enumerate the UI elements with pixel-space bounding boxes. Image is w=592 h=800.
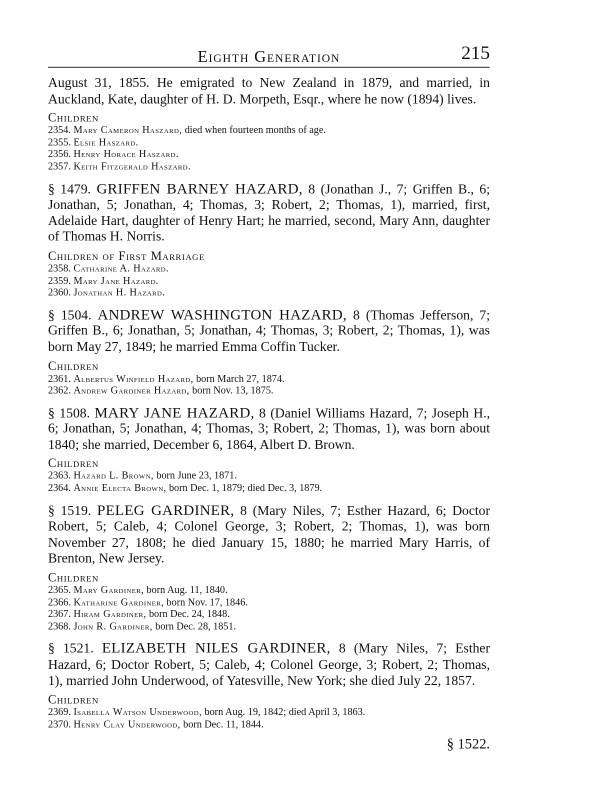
genealogy-entry xyxy=(48,405,490,495)
child-number: 2366. xyxy=(48,597,71,609)
child-note: born Aug. 19, 1842; died April 3, 1863. xyxy=(204,707,366,719)
genealogy-entry xyxy=(48,182,490,300)
intro-section xyxy=(48,75,490,173)
child-name: John R. Gardiner, xyxy=(73,621,153,633)
running-title: Eighth Generation xyxy=(197,47,341,66)
children-label: Children xyxy=(48,110,99,125)
child-entry xyxy=(48,138,490,150)
person-name: ANDREW WASHINGTON HAZARD, xyxy=(97,306,347,323)
child-note: born Dec. 28, 1851. xyxy=(155,621,237,633)
child-entry xyxy=(48,276,490,288)
genealogy-entry xyxy=(48,641,490,731)
child-number: 2357. xyxy=(48,161,71,173)
entry-paragraph xyxy=(48,641,490,689)
entry-text: 8 (Jonathan J., 7; Griffen B., 6; Jonathan, 5; Jonathan, 4; Thomas, 3; Robert, 2; Thomas, 1), married, first, Adelaide Hart, daughter of Henry Hart; he married, second, Mary Ann, daughter of Thomas H. Norris. xyxy=(48,181,491,245)
entry-paragraph xyxy=(48,308,490,356)
child-entry xyxy=(48,707,490,719)
section-number: § 1519. xyxy=(48,503,92,519)
person-name: ELIZABETH NILES GARDINER, xyxy=(101,640,331,657)
child-number: 2365. xyxy=(48,585,71,596)
children-label: Children xyxy=(48,569,99,585)
page-header xyxy=(48,38,490,68)
child-number: 2367. xyxy=(48,609,71,621)
child-entry xyxy=(48,585,490,597)
section-number: § 1508. xyxy=(48,405,90,421)
book-page xyxy=(48,38,490,754)
child-number: 2356. xyxy=(48,149,71,161)
catchword: § 1522. xyxy=(446,737,490,753)
entry-text: 8 (Thomas Jefferson, 7; Griffen B., 6; Jonathan, 5; Jonathan, 4; Thomas, 3; Robert, 2; Thomas, 1), was born May 27, 1849; he married Emma Coffin Tucker. xyxy=(48,307,491,355)
section-number: § 1521. xyxy=(48,641,94,657)
section-number: § 1504. xyxy=(48,307,92,323)
child-name: Hiram Gardiner, xyxy=(73,609,147,621)
child-number: 2363. xyxy=(48,471,71,483)
child-name: Hazard L. Brown, xyxy=(73,471,154,483)
child-note: born Dec. 24, 1848. xyxy=(148,609,230,621)
child-name: Elsie Haszard. xyxy=(73,137,139,149)
child-note: born March 27, 1874. xyxy=(196,373,285,385)
child-name: Mary Gardiner, xyxy=(73,585,145,596)
child-name: Henry Clay Underwood, xyxy=(73,719,181,731)
child-entry xyxy=(48,622,490,634)
page-body xyxy=(48,68,490,754)
child-name: Keith Fitzgerald Haszard. xyxy=(73,161,191,173)
child-name: Catharine A. Hazard. xyxy=(73,263,169,275)
child-number: 2358. xyxy=(48,263,71,275)
child-note: born Dec. 11, 1844. xyxy=(183,719,264,731)
entry-text: 8 (Daniel Williams Hazard, 7; Joseph H., 6; Jonathan, 5; Jonathan, 4; Thomas, 3; Robert, 2; Thomas, 1), was born about 1840; she married, December 6, 1864, Albert D. Brown. xyxy=(48,405,491,453)
entry-paragraph xyxy=(48,182,490,246)
child-entry xyxy=(48,610,490,622)
child-entry xyxy=(48,264,490,276)
child-entry xyxy=(48,288,490,300)
intro-paragraph: August 31, 1855. He emigrated to New Zealand in 1879, and married, in Auckland, Kate, daughter of H. D. Morpeth, Esqr., where he now (1894) lives. xyxy=(48,75,490,107)
child-entry xyxy=(48,162,490,174)
entry-text: 8 (Mary Niles, 7; Esther Hazard, 6; Doctor Robert, 5; Caleb, 4; Colonel George, 3; Robert, 2; Thomas, 1), married John Underwood, of Yatesville, New York; she died July 22, 1857. xyxy=(48,641,491,689)
child-number: 2359. xyxy=(48,275,71,287)
child-entry xyxy=(48,126,490,138)
child-entry xyxy=(48,597,490,609)
person-name: MARY JANE HAZARD, xyxy=(94,404,255,421)
entry-paragraph xyxy=(48,405,490,453)
child-entry xyxy=(48,374,490,386)
child-number: 2361. xyxy=(48,373,71,385)
child-note: born Dec. 1, 1879; died Dec. 3, 1879. xyxy=(168,483,323,495)
child-note: born Nov. 17, 1846. xyxy=(166,597,248,609)
child-note: died when fourteen months of age. xyxy=(184,125,326,137)
person-name: PELEG GARDINER, xyxy=(97,502,235,519)
child-name: Henry Horace Haszard. xyxy=(73,149,179,161)
child-name: Mary Cameron Haszard, xyxy=(73,125,183,137)
child-entry xyxy=(48,720,490,732)
child-note: born Aug. 11, 1840. xyxy=(146,585,228,596)
children-label: Children xyxy=(48,692,99,707)
child-number: 2368. xyxy=(48,621,71,633)
child-name: Isabella Watson Underwood, xyxy=(73,707,202,719)
child-note: born Nov. 13, 1875. xyxy=(192,385,274,397)
child-note: born June 23, 1871. xyxy=(156,471,237,483)
child-name: Albertus Winfield Hazard, xyxy=(73,373,194,385)
child-entry xyxy=(48,386,490,398)
child-number: 2360. xyxy=(48,287,71,299)
genealogy-entry xyxy=(48,308,490,398)
child-name: Andrew Gardiner Hazard, xyxy=(73,385,190,397)
page-number: 215 xyxy=(461,42,490,64)
children-label: Children of First Marriage xyxy=(48,248,205,263)
child-name: Mary Jane Hazard. xyxy=(73,275,159,287)
child-number: 2362. xyxy=(48,385,71,397)
child-entry xyxy=(48,150,490,162)
child-entry xyxy=(48,484,490,496)
children-label: Children xyxy=(48,456,99,471)
child-number: 2354. xyxy=(48,125,71,137)
child-name: Katharine Gardiner, xyxy=(73,597,165,609)
child-number: 2355. xyxy=(48,137,71,149)
child-number: 2370. xyxy=(48,719,71,731)
person-name: GRIFFEN BARNEY HAZARD, xyxy=(96,180,303,197)
genealogy-entry xyxy=(48,503,490,633)
child-name: Jonathan H. Hazard. xyxy=(73,287,166,299)
child-number: 2364. xyxy=(48,483,71,495)
child-number: 2369. xyxy=(48,707,71,719)
entry-paragraph xyxy=(48,503,490,567)
section-number: § 1479. xyxy=(48,181,91,197)
entry-text: 8 (Mary Niles, 7; Esther Hazard, 6; Doctor Robert, 5; Caleb, 4; Colonel George, 3; Robert, 2; Thomas, 1), was born November 27, 1808; he died January 15, 1880; he married Mary Harris, of Brenton, New Jersey. xyxy=(48,503,491,567)
child-entry xyxy=(48,472,490,484)
children-label: Children xyxy=(48,358,99,373)
child-name: Annie Electa Brown, xyxy=(73,483,167,495)
